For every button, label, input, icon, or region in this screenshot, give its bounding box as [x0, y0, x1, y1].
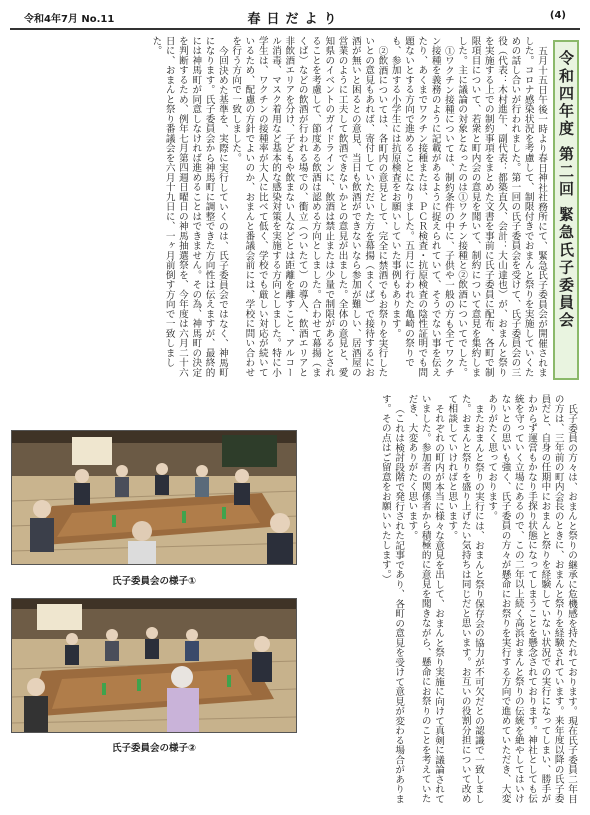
- article-title: 令和四年度 第二回 緊急氏子委員会: [557, 50, 575, 330]
- paragraph: 五月十五日午後一時より春日神社社務所にて、緊急氏子委員会が開催されました。コロナ感染状況を考慮して、制限付きでおまんと祭りを実施していくための話し合いが行われました。第一回の氏子委員会を受けて、氏子委員会の三役（代表：木村進午、副代表：都築直久、会計：大山達也）が、おまんと祭りを実施する上での制約事項をまとめた文書を事前に氏子委員に配布、各町で制限項目について、若衆と町内会の意見を聞いて、制約について意見を集約しました。主に議論の対象となったのは①ワクチン接種と②飲酒についてでした。: [456, 36, 547, 378]
- newsletter-title: 春日だより: [247, 12, 343, 27]
- article-body-lower: [310, 394, 578, 804]
- paragraph: 氏子委員の方々は、おまんと祭りの継承に危機感を持たれております。現在氏子委員二年目の方は、三年前の町内会長のときに、おまんと祭りを経験されています。来年度以降の氏子委員だと、自身の任期中におまんと祭りを経験していない状況での実行になってしまい、勝手がわからず運営もかなり手探り状態になってしまうことを懸念されております。神社としても伝統を守っていく立場にあるので、この二年以上続く高浜おまんと祭りの伝統を絶やしてはいけないとの思いも強く、氏子委員の方々が懸命にお祭りを実行する方向で進めていただき、大変ありがたく思っております。: [486, 394, 577, 804]
- article-body-upper: [12, 36, 548, 386]
- paragraph: （これは検討段階で発行された記事であり、各町の意見を受けて意見が変わる場合があります。その点はご留意をお願いいたします。）: [379, 394, 405, 804]
- photo-caption-2: 氏子委員会の様子②: [111, 743, 197, 754]
- photo-caption-1: 氏子委員会の様子①: [111, 576, 197, 587]
- paragraph: またおまんと祭りの実行には、おまんと祭り保存会の協力が不可欠だとの認識で一致しました。おまんと祭りを盛り上げたい気持ちは同じだと思います。お互いの役割分担について改めて相談していければと思います。: [446, 394, 484, 804]
- issue-label: 令和4年7月 No.11: [24, 14, 115, 25]
- meeting-room-image: [12, 599, 297, 733]
- meeting-photo-1: [11, 430, 297, 565]
- article-title-box: [553, 40, 579, 380]
- page-header: [10, 6, 580, 30]
- meeting-photo-2: [11, 598, 297, 733]
- meeting-room-image: [12, 431, 297, 565]
- paragraph: それぞれの町内が本当に様々な意見を出して、おまんと祭り実施に向けて真剣に議論されていました。参加者の関係者から積極的に意見を聞きながら、懸命にお祭りのことを考えていただき、大変ありがたく思います。: [406, 394, 445, 804]
- paragraph: ②飲酒については、各町内の意見として、完全に禁酒でもお祭りを実行したいとの意見もあれば、寄付していただいた方を幕揚（まくば）で接待するにお酒が無いと困るとの意見、当日も飲酒ができないなら参加が難しい、居酒屋の営業のように工夫して飲酒できないかとの意見が出ました。全体の意見と、愛知県のイベントのガイドラインに、飲酒は禁止または少量で制限があるとされることを考慮して、節度ある飲酒は認める方向としました。合わせて幕揚（まくば）などの飲酒が行われる場での、衝立（ついたて）の導入、飲酒エリアと非飲酒エリアを分け、子どもや飲まない人などとは距離を離すこと、アルコール消毒、マスク着用など基本的な感染対策を実施する方向としました。特に小学生は、ワクチンの接種率が大人に比べて低く、学校でも厳しい対応が続いているため、配慮の方針でよいのか、おまんと番議会前には、学校に問い合わせを行う方向で一致しました。: [230, 36, 388, 378]
- page-number: (4): [549, 10, 566, 21]
- paragraph: ①ワクチン接種については、制約条件の中に、子供や一般の方も全てワクチン接種を義務のように記載があるように捉えられていて、そうでない事を伝えたり、あくまでワクチン接種または、ＰＣＲ検査・抗原検査の陰性証明でも問題ないとする方向で進めることになりました。五月に行われた亀崎の祭りでも、参加する小学生には抗原検査をお願いしていた事例もあります。: [389, 36, 454, 378]
- paragraph: 今回決めた基準を、実際に実行していくのは、氏子委員会ではなく、神馬町になります。氏子委員会から神馬町に調整できた方向性は伝えますが、最終的には神馬町が同意しなければ進めることはできません。その為、神馬町の決定を判断するため、例年七月第四週日曜日の神馬抽選祭を、今年度は六月二十六日に、おまんと祭り番議会を六月十九日に、一ヶ月前倒す方向で一致しました。: [150, 36, 228, 378]
